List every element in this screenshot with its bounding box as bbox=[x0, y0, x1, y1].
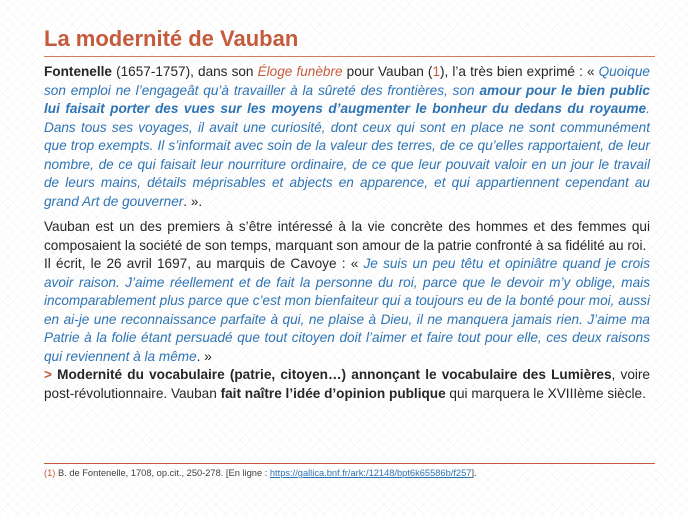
vauban-paragraph: Vauban est un des premiers à s’être intéressé à la vie concrète des hommes et des femmes qui composaient la société de son temps, marquant son amour de la patrie confronté à sa fidélité au roi. bbox=[44, 219, 650, 253]
slide-body bbox=[44, 63, 650, 403]
quote-close: . ». bbox=[183, 193, 203, 209]
author-name: Fontenelle bbox=[44, 64, 112, 79]
conclusion-bold-2: fait naître l’idée d’opinion publique bbox=[220, 385, 446, 401]
author-dates: (1657-1757), dans son bbox=[111, 64, 258, 79]
title-divider bbox=[44, 56, 655, 57]
conclusion-bold-1: Modernité du vocabulaire (patrie, citoyen…) annonçant le vocabulaire des Lumières bbox=[51, 367, 612, 382]
arrow-marker: > bbox=[44, 367, 52, 382]
quote-part-1: Quoique son emploi ne l’engageât qu’à travailler à la sûreté des frontières, son bbox=[44, 64, 650, 98]
footnote-link[interactable]: https://gallica.bnf.fr/ark:/12148/bpt6k65586b/f257 bbox=[269, 468, 472, 478]
footnote-divider bbox=[44, 463, 655, 464]
quote-emphasis: amour pour le bien public lui faisait porter des vues sur les moyens d’augmenter le bonheur du dedans du royaume bbox=[44, 82, 650, 116]
text-fragment: qui marquera le XVIIIème siècle. bbox=[445, 385, 646, 401]
quote-part-2: . Dans tous ses voyages, il avait une curiosité, dont ceux qui sont en place ne sont communément que trop exempts. Il s’informait avec soin de la valeur des terres, de ce qu’elles rapportaient, de leur nombre, de ce qui faisait leur nourriture ordinaire, de ce que leur pouvait valoir en un jour le travail de leurs mains, détails méprisables et abjects en apparence, et qui appartiennent cependant au grand Art de gouverner bbox=[44, 101, 650, 209]
quote-close: . » bbox=[196, 348, 212, 364]
footnote-text: B. de Fontenelle, 1708, op.cit., 250-278. [En ligne : bbox=[55, 468, 270, 478]
work-title: Éloge funèbre bbox=[257, 64, 343, 79]
text-fragment: ), l’a très bien exprimé : « bbox=[440, 64, 599, 79]
footnote-number: (1) bbox=[44, 468, 56, 478]
footnote-end: ]. bbox=[471, 468, 477, 478]
letter-quote: Je suis un peu têtu et opiniâtre quand je crois avoir raison. J’aime réellement et de fait la personne du roi, parce que le devoir m’y oblige, mais incomparablement plus parce que c’est mon bienfaiteur qui a toujours eu de la bonté pour moi, aussi en ai-je une reconnaissance parfaite à qui, ne plaise à Dieu, il ne manquera jamais rien. J’aime ma Patrie à la folie étant persuadé que tout citoyen doit l’aimer et faire tout pour elle, ces deux raisons qui reviennent à la même bbox=[44, 256, 650, 364]
page-title: La modernité de Vauban bbox=[44, 26, 299, 51]
text-fragment: pour Vauban ( bbox=[342, 64, 433, 79]
text-fragment: , voire post-révolutionnaire. Vauban bbox=[44, 367, 650, 401]
letter-intro: Il écrit, le 26 avril 1697, au marquis de Cavoye : « bbox=[44, 256, 364, 271]
conclusion-paragraph bbox=[44, 366, 650, 403]
cavoye-paragraph bbox=[44, 255, 650, 366]
footnote bbox=[44, 468, 655, 478]
fontenelle-paragraph bbox=[44, 63, 650, 211]
footnote-ref[interactable]: 1 bbox=[432, 64, 440, 79]
